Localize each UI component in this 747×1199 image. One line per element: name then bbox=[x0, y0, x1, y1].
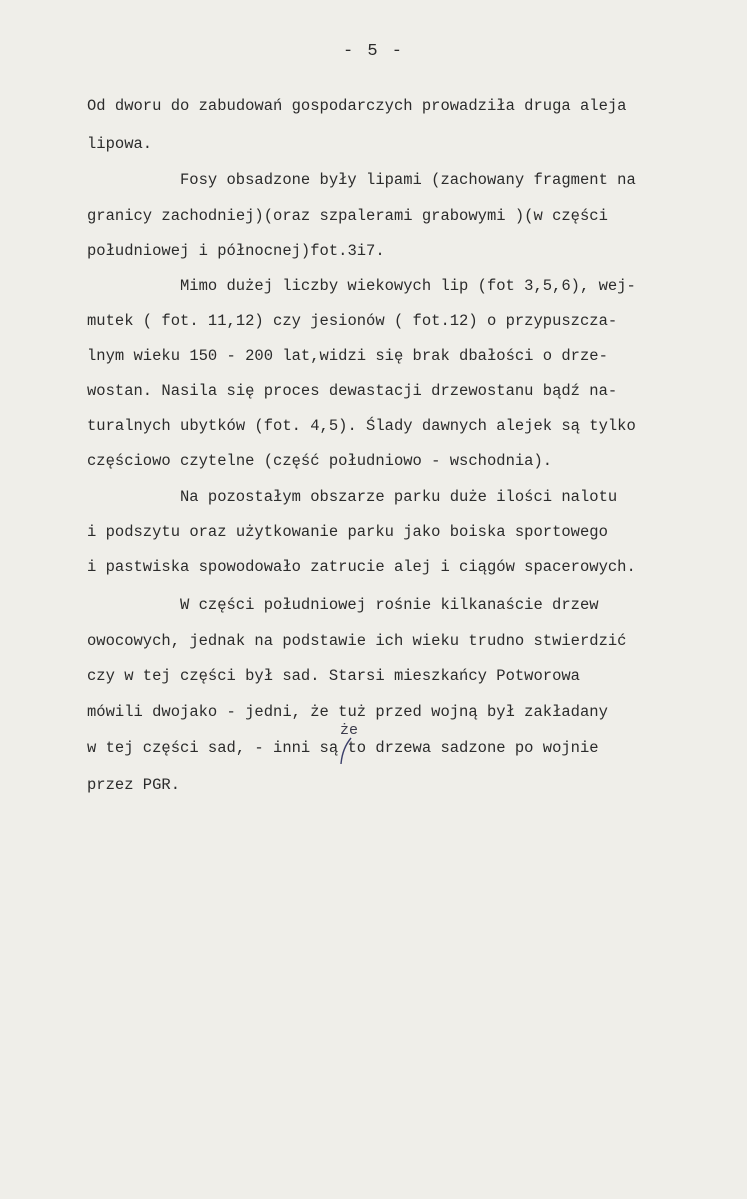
paragraph-start-line: Mimo dużej liczby wiekowych lip (fot 3,5,6), wej- bbox=[180, 277, 636, 295]
text-line: turalnych ubytków (fot. 4,5). Ślady dawnych alejek są tylko bbox=[87, 417, 636, 435]
handwritten-insert: że bbox=[340, 722, 359, 739]
text-line: owocowych, jednak na podstawie ich wieku trudno stwierdzić bbox=[87, 632, 627, 650]
text-line: wostan. Nasila się proces dewastacji drzewostanu bądź na- bbox=[87, 382, 618, 400]
paragraph-start-line: Na pozostałym obszarze parku duże ilości nalotu bbox=[180, 488, 618, 506]
text-line: Od dworu do zabudowań gospodarczych prowadziła druga aleja bbox=[87, 97, 627, 115]
text-line: częściowo czytelne (część południowo - wschodnia). bbox=[87, 452, 553, 470]
text-line: i podszytu oraz użytkowanie parku jako boiska sportowego bbox=[87, 523, 608, 541]
insertion-mark-icon bbox=[338, 736, 354, 766]
text-line: czy w tej części był sad. Starsi mieszkańcy Potworowa bbox=[87, 667, 580, 685]
paragraph-start-line: Fosy obsadzone były lipami (zachowany fragment na bbox=[180, 171, 636, 189]
text-line: mówili dwojako - jedni, że tuż przed wojną był zakładany bbox=[87, 703, 608, 721]
text-line: lipowa. bbox=[87, 135, 153, 153]
text-line: lnym wieku 150 - 200 lat,widzi się brak dbałości o drze- bbox=[87, 347, 608, 365]
text-line: w tej części sad, - inni są to drzewa sadzone po wojnie bbox=[87, 739, 599, 757]
text-line: granicy zachodniej)(oraz szpalerami grabowymi )(w części bbox=[87, 207, 608, 225]
text-line: i pastwiska spowodowało zatrucie alej i ciągów spacerowych. bbox=[87, 558, 636, 576]
text-line: przez PGR. bbox=[87, 776, 181, 794]
text-line: mutek ( fot. 11,12) czy jesionów ( fot.12) o przypuszcza- bbox=[87, 312, 618, 330]
text-line: południowej i północnej)fot.3i7. bbox=[87, 242, 385, 260]
page-number: - 5 - bbox=[342, 42, 404, 61]
paragraph-start-line: W części południowej rośnie kilkanaście drzew bbox=[180, 596, 599, 614]
